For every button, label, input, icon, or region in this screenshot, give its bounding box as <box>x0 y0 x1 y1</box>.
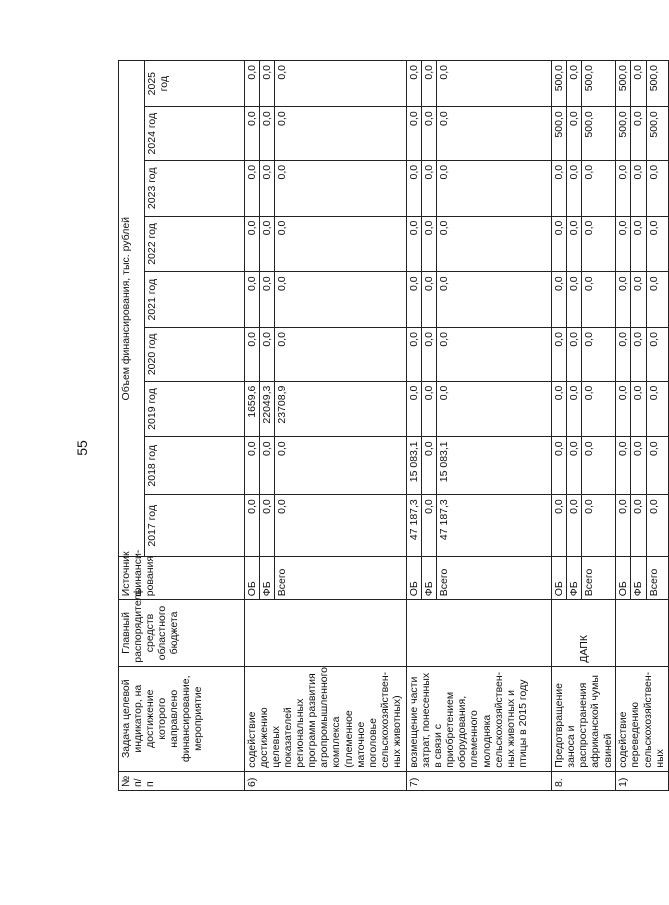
row-value: 0,0 <box>260 495 275 557</box>
row-source: Всего <box>582 557 616 600</box>
row-value: 0,0 <box>616 160 631 216</box>
row-value: 0,0 <box>631 107 646 161</box>
row-source: Всего <box>275 557 407 600</box>
row-value: 0,0 <box>245 216 260 272</box>
header-year: 2022 год <box>145 216 245 272</box>
row-source: ФБ <box>260 557 275 600</box>
row-value: 0,0 <box>437 328 552 382</box>
row-num: 6) <box>245 771 407 790</box>
row-value: 47 187,3 <box>437 495 552 557</box>
row-value: 0,0 <box>245 328 260 382</box>
row-value: 0,0 <box>582 216 616 272</box>
row-task: содействие достижению целевых показателей региональных программ развития агропромышленного комплекса (племенное маточное поголовье сельскохозяйствен-ных животных) <box>245 666 407 771</box>
row-value: 0,0 <box>407 216 422 272</box>
row-value: 0,0 <box>616 437 631 495</box>
table-row <box>245 61 260 791</box>
row-value: 0,0 <box>275 272 407 328</box>
row-value: 22049,3 <box>260 381 275 437</box>
header-year: 2018 год <box>145 437 245 495</box>
row-value: 0,0 <box>260 107 275 161</box>
row-manager: ДАПК <box>552 600 616 666</box>
header-funding-title: Объем финансирования, тыс. рублей <box>119 61 145 557</box>
row-value: 0,0 <box>582 328 616 382</box>
row-value: 0,0 <box>646 381 668 437</box>
header-year: 2020 год <box>145 328 245 382</box>
row-value: 500,0 <box>616 61 631 107</box>
row-value: 500,0 <box>582 107 616 161</box>
row-value: 0,0 <box>582 381 616 437</box>
row-task: содействие переведению сельскохозяйствен-ных <box>616 666 668 771</box>
header-year: 2021 год <box>145 272 245 328</box>
row-num: 8. <box>552 771 616 790</box>
row-value: 0,0 <box>275 216 407 272</box>
table-row <box>407 61 422 791</box>
row-value: 0,0 <box>422 61 437 107</box>
row-value: 500,0 <box>552 107 567 161</box>
row-value: 0,0 <box>275 160 407 216</box>
row-value: 0,0 <box>552 216 567 272</box>
row-value: 1659,6 <box>245 381 260 437</box>
row-value: 0,0 <box>275 107 407 161</box>
row-source: ФБ <box>631 557 646 600</box>
row-manager <box>245 600 407 666</box>
header-year: 2025 год <box>145 61 245 107</box>
row-value: 0,0 <box>616 328 631 382</box>
row-value: 0,0 <box>552 437 567 495</box>
row-value: 47 187,3 <box>407 495 422 557</box>
row-value: 0,0 <box>646 495 668 557</box>
row-value: 0,0 <box>567 437 582 495</box>
row-num: 7) <box>407 771 552 790</box>
row-value: 0,0 <box>407 272 422 328</box>
row-value: 0,0 <box>422 107 437 161</box>
row-task: Предотвращение заноса и распространения африканской чумы свиней <box>552 666 616 771</box>
row-value: 0,0 <box>422 437 437 495</box>
row-value: 0,0 <box>582 272 616 328</box>
row-value: 0,0 <box>245 495 260 557</box>
row-value: 0,0 <box>422 160 437 216</box>
row-value: 0,0 <box>567 107 582 161</box>
row-value: 0,0 <box>422 272 437 328</box>
header-row-top <box>119 61 145 791</box>
header-source: Источник финанси-рования <box>119 557 245 600</box>
row-value: 0,0 <box>567 160 582 216</box>
row-value: 0,0 <box>552 272 567 328</box>
row-value: 0,0 <box>567 61 582 107</box>
row-value: 15 083,1 <box>437 437 552 495</box>
row-value: 0,0 <box>616 216 631 272</box>
row-value: 0,0 <box>616 381 631 437</box>
row-source: Всего <box>646 557 668 600</box>
row-value: 0,0 <box>422 381 437 437</box>
row-value: 0,0 <box>407 61 422 107</box>
row-value: 0,0 <box>616 495 631 557</box>
row-value: 0,0 <box>245 107 260 161</box>
row-value: 0,0 <box>646 160 668 216</box>
table-row <box>616 61 631 791</box>
row-value: 0,0 <box>260 328 275 382</box>
row-value: 0,0 <box>552 495 567 557</box>
row-value: 500,0 <box>646 61 668 107</box>
row-value: 0,0 <box>245 61 260 107</box>
row-value: 500,0 <box>582 61 616 107</box>
header-year: 2017 год <box>145 495 245 557</box>
row-value: 0,0 <box>631 216 646 272</box>
row-value: 0,0 <box>275 495 407 557</box>
row-manager <box>616 600 668 666</box>
row-value: 0,0 <box>552 160 567 216</box>
funding-table <box>118 60 669 791</box>
row-value: 0,0 <box>260 272 275 328</box>
page-number: 55 <box>73 440 90 456</box>
header-num: № п/п <box>119 771 245 790</box>
header-year: 2023 год <box>145 160 245 216</box>
row-value: 0,0 <box>245 437 260 495</box>
row-value: 0,0 <box>407 328 422 382</box>
table-row <box>552 61 567 791</box>
row-source: ОБ <box>552 557 567 600</box>
row-value: 0,0 <box>260 160 275 216</box>
row-value: 0,0 <box>260 61 275 107</box>
header-task: Задача целевой индикатор, на достижение которого направлено финансирование, мероприятие <box>119 666 245 771</box>
row-value: 0,0 <box>245 160 260 216</box>
row-value: 0,0 <box>631 328 646 382</box>
row-value: 0,0 <box>631 381 646 437</box>
row-value: 0,0 <box>567 328 582 382</box>
row-value: 0,0 <box>437 272 552 328</box>
table-body <box>245 61 669 791</box>
row-value: 0,0 <box>567 495 582 557</box>
header-year: 2019 год <box>145 381 245 437</box>
row-value: 0,0 <box>631 272 646 328</box>
row-value: 15 083,1 <box>407 437 422 495</box>
row-num: 1) <box>616 771 668 790</box>
row-source: ОБ <box>616 557 631 600</box>
row-value: 0,0 <box>275 437 407 495</box>
row-value: 0,0 <box>437 160 552 216</box>
row-source: ФБ <box>422 557 437 600</box>
row-value: 0,0 <box>582 160 616 216</box>
row-source: ФБ <box>567 557 582 600</box>
row-value: 0,0 <box>552 328 567 382</box>
row-value: 23708,9 <box>275 381 407 437</box>
row-value: 0,0 <box>422 495 437 557</box>
row-value: 0,0 <box>582 437 616 495</box>
row-value: 0,0 <box>260 216 275 272</box>
row-value: 0,0 <box>631 160 646 216</box>
row-value: 0,0 <box>260 437 275 495</box>
row-source: ОБ <box>407 557 422 600</box>
row-value: 0,0 <box>245 272 260 328</box>
row-value: 0,0 <box>437 107 552 161</box>
row-value: 0,0 <box>567 381 582 437</box>
row-value: 0,0 <box>616 272 631 328</box>
row-value: 0,0 <box>646 328 668 382</box>
row-value: 0,0 <box>275 328 407 382</box>
header-year: 2024 год <box>145 107 245 161</box>
row-value: 0,0 <box>646 437 668 495</box>
row-value: 0,0 <box>631 495 646 557</box>
row-value: 0,0 <box>437 61 552 107</box>
row-value: 0,0 <box>422 216 437 272</box>
row-value: 0,0 <box>407 160 422 216</box>
row-task: возмещение части затрат, понесенных в связи с приобретением оборудования, племенного молодняка сельскохозяйствен-ных животных и птицы в 2015 году <box>407 666 552 771</box>
row-value: 0,0 <box>567 272 582 328</box>
row-value: 0,0 <box>567 216 582 272</box>
row-value: 0,0 <box>552 381 567 437</box>
row-manager <box>407 600 552 666</box>
row-value: 0,0 <box>437 381 552 437</box>
row-value: 0,0 <box>631 61 646 107</box>
row-value: 0,0 <box>422 328 437 382</box>
row-value: 500,0 <box>552 61 567 107</box>
row-value: 0,0 <box>437 216 552 272</box>
row-value: 0,0 <box>407 107 422 161</box>
row-value: 500,0 <box>616 107 631 161</box>
row-value: 0,0 <box>407 381 422 437</box>
row-value: 0,0 <box>646 216 668 272</box>
rotated-table-container <box>118 60 666 791</box>
row-value: 0,0 <box>646 272 668 328</box>
row-source: Всего <box>437 557 552 600</box>
row-value: 0,0 <box>631 437 646 495</box>
row-source: ОБ <box>245 557 260 600</box>
row-value: 500,0 <box>646 107 668 161</box>
header-manager: Главный распорядитель средств областного бюджета <box>119 600 245 666</box>
row-value: 0,0 <box>275 61 407 107</box>
row-value: 0,0 <box>582 495 616 557</box>
